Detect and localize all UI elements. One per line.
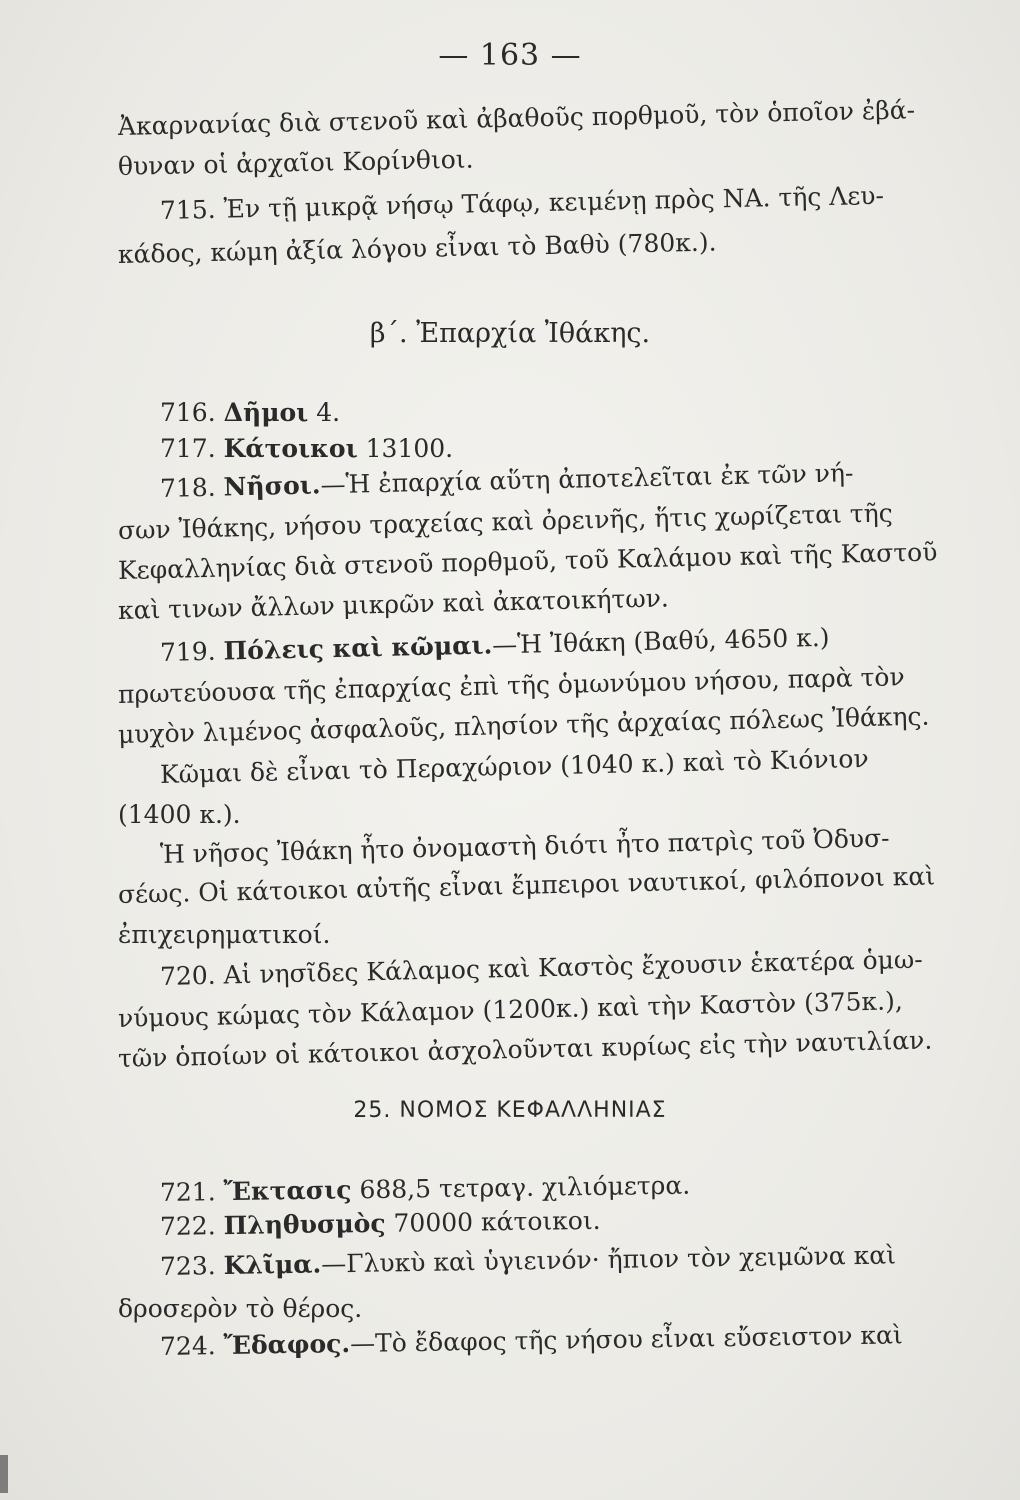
item-724-number: 724. — [159, 1331, 216, 1361]
section-title: 25. ΝΟΜΟΣ ΚΕΦΑΛΛΗΝΙΑΣ — [353, 1098, 667, 1123]
item-721 — [160, 1171, 691, 1207]
item-719-line-7: σέως. Οἱ κάτοικοι αὐτῆς εἶναι ἔμπειροι ναυτικοί, φιλόπονοι καὶ — [117, 861, 936, 909]
item-723-text: —Γλυκὺ καὶ ὑγιεινόν· ἤπιον τὸν χειμῶνα καὶ — [320, 1240, 897, 1279]
item-722-term: Πληθυσμὸς — [223, 1208, 386, 1241]
item-718-line-2: σων Ἰθάκης, νήσου τραχείας καὶ ὀρεινῆς, ἥτις χωρίζεται τῆς — [117, 498, 893, 545]
intro-line-1: Ἀκαρνανίας διὰ στενοῦ καὶ ἀβαθοῦς πορθμοῦ, τὸν ὁποῖον ἐβά- — [117, 95, 916, 141]
item-718-line-1 — [160, 458, 854, 503]
subsection-heading: β΄. Ἐπαρχία Ἰθάκης. — [369, 318, 651, 349]
item-722-number: 722. — [159, 1211, 216, 1241]
item-715-line-2: κάδος, κώμη ἀξία λόγου εἶναι τὸ Βαθὺ (780κ.). — [117, 227, 717, 269]
item-719-text: —Ἡ Ἰθάκη (Βαθύ, 4650 κ.) — [491, 622, 830, 660]
item-722 — [160, 1206, 601, 1241]
item-721-number: 721. — [159, 1177, 216, 1207]
item-717-term: Κάτοικοι — [223, 434, 358, 463]
item-719-line-6: Ἡ νῆσος Ἰθάκη ἦτο ὀνομαστὴ διότι ἦτο πατρὶς τοῦ Ὀδυσ- — [159, 823, 890, 869]
item-716-number: 716. — [160, 398, 216, 427]
item-719-number: 719. — [159, 636, 216, 667]
item-718-line-3: Κεφαλληνίας διὰ στενοῦ πορθμοῦ, τοῦ Καλάμου καὶ τῆς Καστοῦ — [117, 537, 938, 585]
item-716-term: Δῆμοι — [223, 398, 309, 427]
item-718-term: Νῆσοι. — [223, 470, 321, 502]
item-719-line-4: Κῶμαι δὲ εἶναι τὸ Περαχώριον (1040 κ.) καὶ τὸ Κιόνιον — [159, 743, 869, 789]
item-724-line-1 — [160, 1320, 903, 1361]
item-717-text: 13100. — [365, 434, 454, 463]
item-724-text: —Τὸ ἔδαφος τῆς νήσου εἶναι εὔσειστον καὶ — [349, 1320, 903, 1359]
item-718-number: 718. — [159, 472, 216, 503]
item-718-text: —Ἡ ἐπαρχία αὕτη ἀποτελεῖται ἐκ τῶν νή- — [320, 458, 854, 500]
item-721-text: 688,5 τετραγ. χιλιόμετρα. — [359, 1170, 691, 1205]
item-719-term: Πόλεις καὶ κῶμαι. — [223, 630, 493, 666]
item-723-term: Κλῖμα. — [223, 1249, 322, 1280]
item-722-text: 70000 κάτοικοι. — [393, 1205, 601, 1238]
item-719-line-2: πρωτεύουσα τῆς ἐπαρχίας ἐπὶ τῆς ὁμωνύμου νήσου, παρὰ τὸν — [117, 662, 905, 709]
item-720-line-3: τῶν ὁποίων οἱ κάτοικοι ἀσχολοῦνται κυρίως εἰς τὴν ναυτιλίαν. — [117, 1025, 933, 1073]
item-716-text: 4. — [316, 398, 341, 427]
item-719-line-3: μυχὸν λιμένος ἀσφαλοῦς, πλησίον τῆς ἀρχαίας πόλεως Ἰθάκης. — [117, 701, 930, 749]
intro-line-2: θυναν οἱ ἀρχαῖοι Κορίνθιοι. — [117, 144, 474, 181]
page-number: — 163 — — [438, 38, 582, 73]
item-720-line-1: 720. Αἱ νησῖδες Κάλαμος καὶ Καστὸς ἔχουσιν ἑκατέρα ὁμω- — [159, 944, 923, 991]
item-724-term: Ἔδαφος. — [223, 1329, 351, 1360]
item-717-number: 717. — [160, 434, 216, 463]
item-719-line-8: ἐπιχειρηματικοί. — [118, 920, 331, 949]
page-edge-mark — [0, 1455, 8, 1493]
item-723-line-2: δροσερὸν τὸ θέρος. — [118, 1294, 363, 1323]
item-719-line-1 — [160, 623, 830, 667]
item-723-number: 723. — [159, 1251, 216, 1281]
item-720-line-2: νύμους κώμας τὸν Κάλαμον (1200κ.) καὶ τὴν Καστὸν (375κ.), — [117, 986, 904, 1033]
item-717 — [160, 434, 453, 463]
item-723-line-1 — [160, 1240, 896, 1281]
item-721-term: Ἔκτασις — [223, 1175, 352, 1207]
item-715-line-1: 715. Ἐν τῇ μικρᾷ νήσῳ Τάφῳ, κειμένῃ πρὸς ΝΑ. τῆς Λευ- — [159, 180, 885, 225]
item-716 — [160, 398, 340, 427]
item-719-line-5: (1400 κ.). — [118, 800, 241, 829]
item-718-line-4: καὶ τινων ἄλλων μικρῶν καὶ ἀκατοικήτων. — [117, 583, 670, 625]
